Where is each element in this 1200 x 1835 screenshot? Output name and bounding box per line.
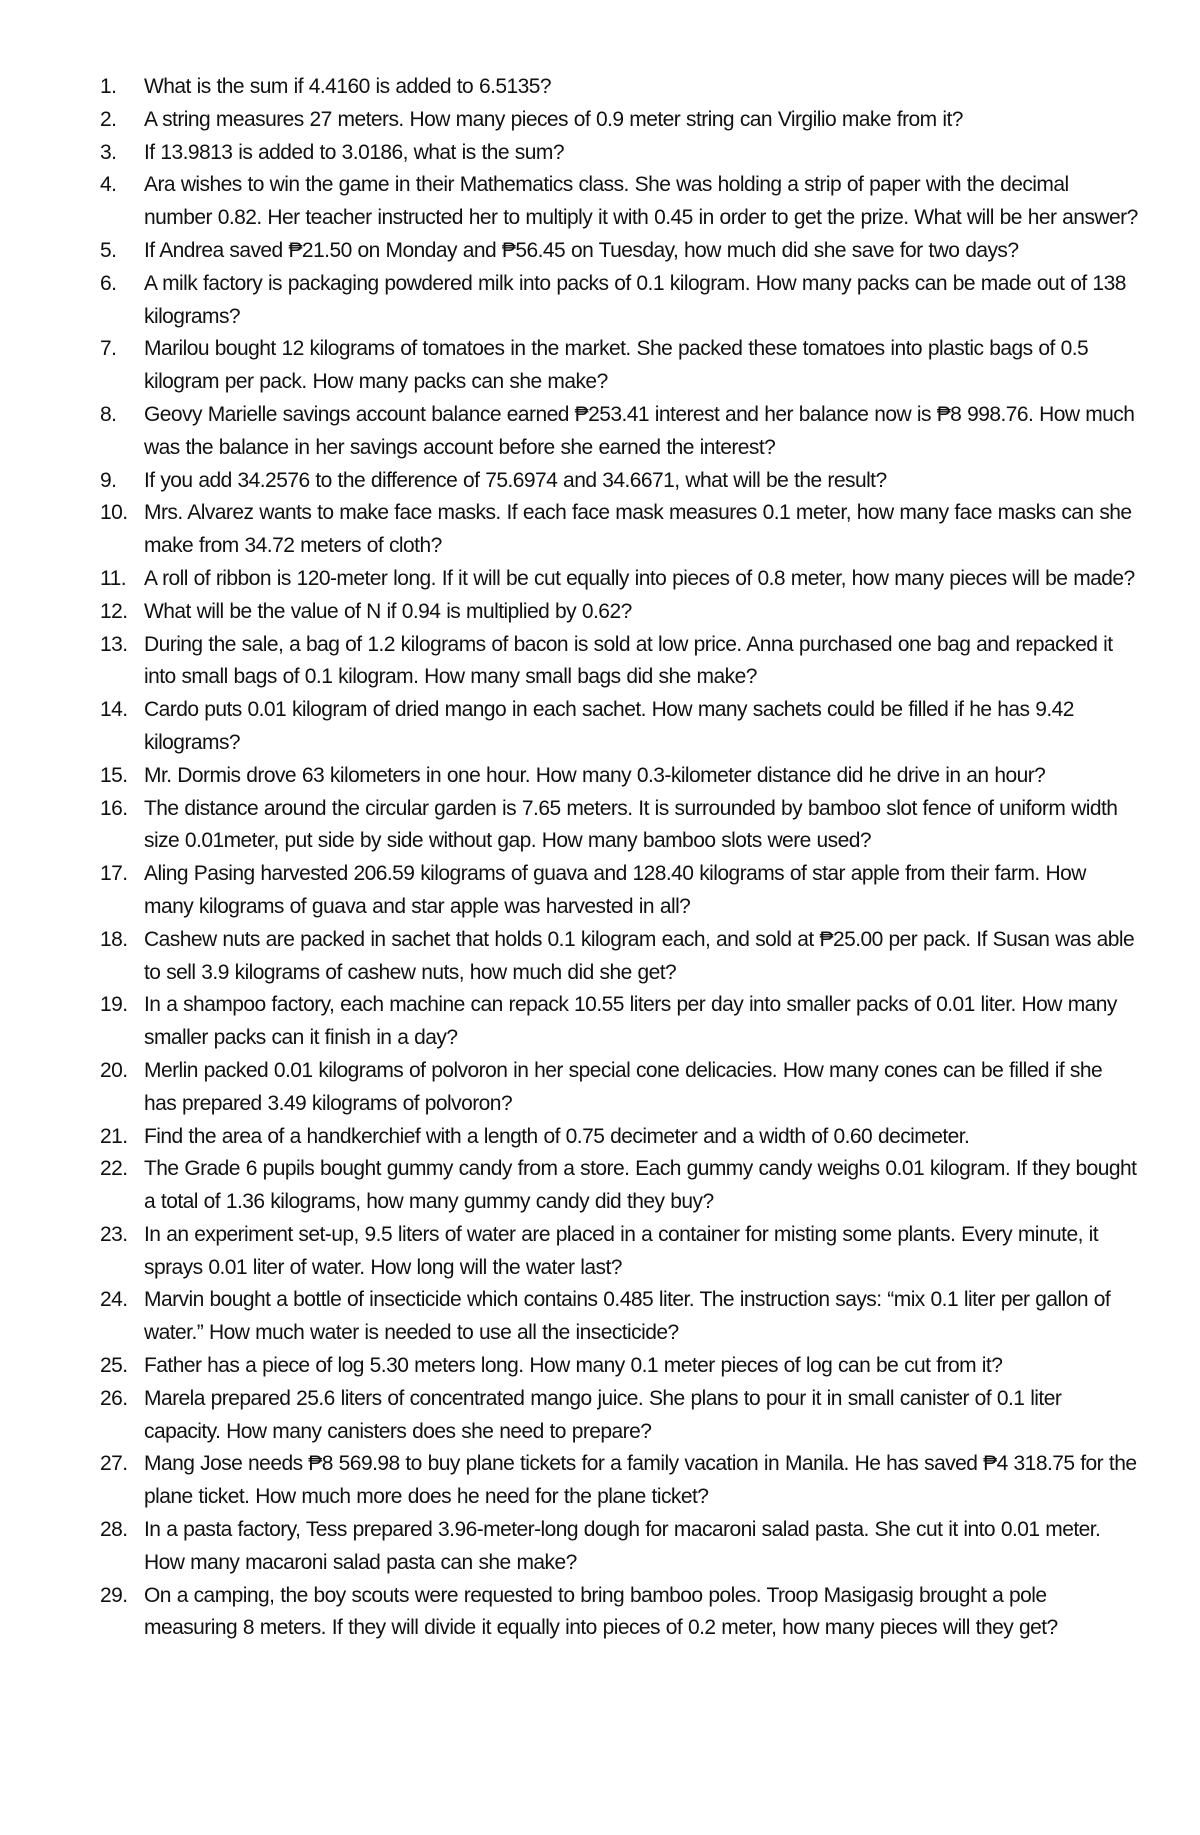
problem-item xyxy=(100,71,1140,104)
problem-text: Father has a piece of log 5.30 meters long. How many 0.1 meter pieces of log can be cut from it? xyxy=(144,1354,1003,1378)
problem-text: In a pasta factory, Tess prepared 3.96-meter-long dough for macaroni salad pasta. She cut it into 0.01 meter. How many macaroni salad pasta can she make? xyxy=(144,1518,1101,1574)
problem-number: 15. xyxy=(100,763,128,787)
problem-number: 14. xyxy=(100,698,128,722)
problem-text: During the sale, a bag of 1.2 kilograms of bacon is sold at low price. Anna purchased one bag and repacked it into small bags of 0.1 kilogram. How many small bags did she make? xyxy=(144,632,1113,689)
problem-number: 2. xyxy=(100,107,117,131)
problem-text: A milk factory is packaging powdered milk into packs of 0.1 kilogram. How many packs can be made out of 138 kilograms? xyxy=(144,271,1126,328)
problem-item xyxy=(100,169,1140,235)
problem-number: 3. xyxy=(100,140,117,164)
problem-number: 27. xyxy=(100,1452,128,1476)
problem-number: 18. xyxy=(100,927,128,951)
problem-number: 20. xyxy=(100,1058,128,1082)
problem-number: 24. xyxy=(100,1288,128,1312)
problem-number: 9. xyxy=(100,468,117,492)
problem-text: Marilou bought 12 kilograms of tomatoes in the market. She packed these tomatoes into plastic bags of 0.5 kilogram per pack. How many packs can she make? xyxy=(144,337,1089,394)
problem-text: Find the area of a handkerchief with a length of 0.75 decimeter and a width of 0.60 decimeter. xyxy=(144,1124,970,1148)
problem-item xyxy=(100,924,1140,990)
problem-number: 4. xyxy=(100,173,117,197)
problem-item xyxy=(100,1514,1140,1580)
problem-number: 1. xyxy=(100,75,117,98)
problem-text: Aling Pasing harvested 206.59 kilograms of guava and 128.40 kilograms of star apple from their farm. How many kilograms of guava and star apple was harvested in all? xyxy=(144,862,1086,918)
problem-number: 22. xyxy=(100,1157,128,1181)
problem-number: 10. xyxy=(100,501,128,525)
problem-item xyxy=(100,760,1140,793)
problem-item xyxy=(100,333,1140,399)
problem-item xyxy=(100,563,1140,596)
problem-item xyxy=(100,235,1140,268)
problem-number: 26. xyxy=(100,1386,128,1410)
problem-text: What is the sum if 4.4160 is added to 6.5135? xyxy=(144,75,552,98)
problem-number: 28. xyxy=(100,1518,128,1542)
problem-text: Marela prepared 25.6 liters of concentrated mango juice. She plans to pour it in small canister of 0.1 liter capacity. How many canisters does she need to prepare? xyxy=(144,1386,1062,1443)
problem-item xyxy=(100,497,1140,563)
problem-number: 12. xyxy=(100,599,128,623)
problem-item xyxy=(100,104,1140,137)
problem-number: 6. xyxy=(100,271,117,295)
problem-number: 19. xyxy=(100,993,128,1017)
problem-text: What will be the value of N if 0.94 is multiplied by 0.62? xyxy=(144,599,632,623)
problem-text: If Andrea saved ₱21.50 on Monday and ₱56.45 on Tuesday, how much did she save for two days? xyxy=(144,238,1019,262)
problem-item xyxy=(100,465,1140,498)
problem-text: Marvin bought a bottle of insecticide which contains 0.485 liter. The instruction says: “mix 0.1 liter per gallon of water.” How much water is needed to use all the insecticide? xyxy=(144,1288,1111,1345)
problem-text: If 13.9813 is added to 3.0186, what is the sum? xyxy=(144,140,564,164)
problem-item xyxy=(100,1055,1140,1121)
problem-item xyxy=(100,137,1140,170)
problem-number: 25. xyxy=(100,1354,128,1378)
problem-text: Mrs. Alvarez wants to make face masks. If each face mask measures 0.1 meter, how many face masks can she make from 34.72 meters of cloth? xyxy=(144,501,1132,558)
problem-item xyxy=(100,1448,1140,1514)
problem-text: Ara wishes to win the game in their Mathematics class. She was holding a strip of paper with the decimal number 0.82. Her teacher instructed her to multiply it with 0.45 in order to get the prize. What will be her answer? xyxy=(144,173,1138,230)
problem-item xyxy=(100,793,1140,859)
problem-number: 8. xyxy=(100,402,117,426)
problem-text: On a camping, the boy scouts were requested to bring bamboo poles. Troop Masigasig brought a pole measuring 8 meters. If they will divide it equally into pieces of 0.2 meter, how many pieces will they get? xyxy=(144,1583,1058,1640)
problem-item xyxy=(100,1383,1140,1449)
problem-item xyxy=(100,399,1140,465)
problem-item xyxy=(100,989,1140,1055)
problem-text: Geovy Marielle savings account balance earned ₱253.41 interest and her balance now is ₱8 998.76. How much was the balance in her savings account before she earned the interest? xyxy=(144,402,1135,459)
problem-item xyxy=(100,1580,1140,1646)
problem-number: 17. xyxy=(100,862,128,886)
problem-text: A roll of ribbon is 120-meter long. If it will be cut equally into pieces of 0.8 meter, how many pieces will be made? xyxy=(144,566,1135,590)
problem-text: Cashew nuts are packed in sachet that holds 0.1 kilogram each, and sold at ₱25.00 per pack. If Susan was able to sell 3.9 kilograms of cashew nuts, how much did she get? xyxy=(144,927,1135,984)
problem-text: If you add 34.2576 to the difference of 75.6974 and 34.6671, what will be the result? xyxy=(144,468,887,492)
problem-number: 11. xyxy=(100,566,126,590)
problem-text: Mang Jose needs ₱8 569.98 to buy plane tickets for a family vacation in Manila. He has saved ₱4 318.75 for the plane ticket. How much more does he need for the plane ticket? xyxy=(144,1452,1137,1509)
problem-number: 29. xyxy=(100,1583,128,1607)
problem-item xyxy=(100,1284,1140,1350)
problem-text: A string measures 27 meters. How many pieces of 0.9 meter string can Virgilio make from it? xyxy=(144,107,963,131)
problem-item xyxy=(100,1219,1140,1285)
problem-item xyxy=(100,1121,1140,1154)
problem-number: 5. xyxy=(100,238,117,262)
problem-item xyxy=(100,858,1140,924)
problem-number: 21. xyxy=(100,1124,128,1148)
problem-number: 13. xyxy=(100,632,128,656)
problem-text: Cardo puts 0.01 kilogram of dried mango in each sachet. How many sachets could be filled if he has 9.42 kilograms? xyxy=(144,698,1074,754)
problem-number: 23. xyxy=(100,1222,128,1246)
problem-text: Mr. Dormis drove 63 kilometers in one hour. How many 0.3-kilometer distance did he drive in an hour? xyxy=(144,763,1046,787)
problem-number: 16. xyxy=(100,796,128,820)
problem-item xyxy=(100,596,1140,629)
problem-item xyxy=(100,268,1140,334)
problem-list xyxy=(100,71,1140,1645)
problem-item xyxy=(100,1153,1140,1219)
problem-text: In an experiment set-up, 9.5 liters of water are placed in a container for misting some plants. Every minute, it sprays 0.01 liter of water. How long will the water last? xyxy=(144,1222,1099,1279)
problem-item xyxy=(100,1350,1140,1383)
problem-text: The distance around the circular garden is 7.65 meters. It is surrounded by bamboo slot fence of uniform width size 0.01meter, put side by side without gap. How many bamboo slots were used? xyxy=(144,796,1118,853)
problem-text: In a shampoo factory, each machine can repack 10.55 liters per day into smaller packs of 0.01 liter. How many smaller packs can it finish in a day? xyxy=(144,993,1117,1050)
problem-item xyxy=(100,629,1140,695)
problem-text: Merlin packed 0.01 kilograms of polvoron in her special cone delicacies. How many cones can be filled if she has prepared 3.49 kilograms of polvoron? xyxy=(144,1058,1103,1115)
problem-item xyxy=(100,694,1140,760)
problem-number: 7. xyxy=(100,337,117,361)
problem-text: The Grade 6 pupils bought gummy candy from a store. Each gummy candy weighs 0.01 kilogram. If they bought a total of 1.36 kilograms, how many gummy candy did they buy? xyxy=(144,1157,1137,1214)
